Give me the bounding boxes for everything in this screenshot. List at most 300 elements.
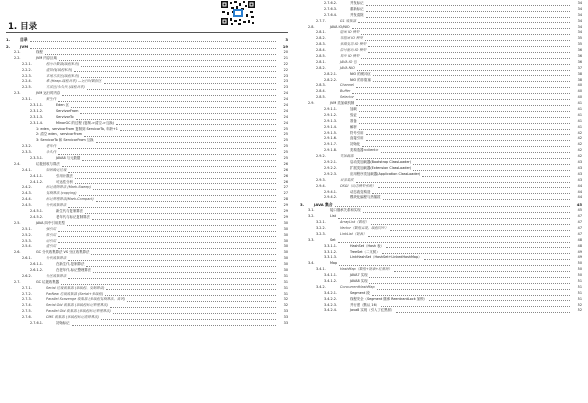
toc-entry-page: 34 (577, 30, 582, 35)
toc-entry-number: 2.9.1.2. (324, 112, 337, 117)
toc-leader-dots (96, 142, 276, 143)
toc-entry-page: 29 (283, 214, 288, 219)
toc-entry-title: 堆 (Heap-线程共享) —运行时数据区 (46, 79, 102, 84)
toc-entry-page: 38 (577, 77, 582, 82)
toc-leader-dots (366, 5, 570, 6)
toc-entry-number: 2.8.2. (316, 36, 326, 41)
toc-entry-page: 40 (577, 83, 582, 88)
toc-leader-dots (105, 295, 276, 296)
toc-entry-title: JVM 内存区域 (36, 55, 57, 60)
toc-entry-title: 重新标记 (350, 6, 364, 11)
toc-leader-dots (120, 130, 276, 131)
toc-leader-dots (352, 28, 570, 29)
toc-entry-number: 2.9.1.8. (324, 148, 337, 153)
toc-entry-number: 2.3.3. (22, 150, 32, 155)
toc-leader-dots (365, 40, 570, 41)
toc-leader-dots (110, 307, 276, 308)
toc-leader-dots (104, 83, 276, 84)
toc-entry-title: 接口继承关系和实现 (330, 208, 361, 213)
toc-leader-dots (87, 89, 276, 90)
toc-entry-title: Map (330, 261, 338, 266)
toc-entry-page: 34 (577, 18, 582, 23)
toc-entry-title: 多路复用 IO 模型 (340, 42, 367, 47)
toc-entry-title: 信号驱动 IO 模型 (340, 48, 367, 53)
toc-entry-number: 2.8.4. (316, 89, 326, 94)
toc-entry-title: ArrayList（数组） (340, 220, 369, 225)
toc-entry-number: 3.4.2.2. (324, 296, 337, 301)
toc-leader-dots (383, 199, 570, 200)
toc-entry-title: HashSet（Hash 表） (350, 243, 384, 248)
toc-entry-number: 2.2.5. (22, 85, 32, 90)
toc-entry-title: Vector（数组实现、线程同步） (340, 225, 389, 230)
toc-leader-dots (74, 71, 276, 72)
toc-leader-dots (59, 60, 276, 61)
toc-entry-number: 2.7.4. (22, 303, 32, 308)
toc-entry-page: 30 (283, 267, 288, 272)
toc-entry-number: 2.6.2. (22, 273, 32, 278)
toc-entry-page: 32 (283, 303, 288, 308)
toc-entry-number: 2.8.5. (316, 54, 326, 59)
toc-entry-number: 2.8.3. (316, 83, 326, 88)
toc-leader-dots (68, 172, 276, 173)
toc-entry-page: 36 (577, 59, 582, 64)
toc-leader-dots (68, 260, 276, 261)
toc-leader-dots (357, 70, 570, 71)
toc-leader-dots (338, 218, 570, 219)
toc-entry-title: 在老年代-标记整理算法 (56, 267, 92, 272)
toc-entry-page: 32 (283, 297, 288, 302)
toc-entry-number: 3.3.1.3. (324, 255, 337, 260)
toc-entry-number: 2.3.1.2. (30, 108, 43, 113)
toc-entry-page: 25 (283, 156, 288, 161)
toc-entry-number: 2.9.1.5. (324, 130, 337, 135)
toc-entry-page: 51 (577, 278, 582, 283)
toc-entry-page: 23 (283, 85, 288, 90)
toc-leader-dots (366, 11, 570, 12)
toc-entry-page: 30 (283, 226, 288, 231)
toc-entry-page: 34 (577, 6, 582, 11)
toc-leader-dots (386, 247, 570, 248)
toc-entry-title: 解析 (350, 124, 357, 129)
toc-entry-title: NIO 的非阻塞 (350, 77, 371, 82)
toc-leader-dots (429, 300, 570, 301)
toc-entry-number: 3.4.2.1. (324, 290, 337, 295)
toc-entry-title: JAVA 集合 (314, 202, 333, 208)
toc-leader-dots (356, 99, 570, 100)
toc-entry-title: 本地方法区(线程私有) (46, 73, 80, 78)
toc-leader-dots (356, 87, 570, 88)
toc-entry-number: 2.7. (14, 279, 21, 284)
toc-entry-title: JAVA IO 包 (340, 59, 357, 64)
toc-entry-number: 2.9.1.6. (324, 136, 337, 141)
toc-entry-title: Set (330, 237, 336, 242)
toc-entry-page: 51 (577, 296, 582, 301)
toc-leader-dots (91, 254, 276, 255)
toc-entry-page: 27 (283, 185, 288, 190)
toc-leader-dots (30, 48, 276, 49)
toc-entry-page: 49 (577, 255, 582, 260)
toc-entry-number: 2.4.3. (22, 191, 32, 196)
toc-entry-number: 2.4. (14, 161, 21, 166)
toc-entry-title: ParNew 垃圾收集器 (Serial+多线程) (46, 291, 104, 296)
toc-leader-dots (96, 201, 276, 202)
toc-entry-page: 42 (577, 148, 582, 153)
toc-leader-dots (373, 81, 570, 82)
toc-entry-title: 目录 (20, 37, 28, 42)
toc-entry-number: 2.8.2.2. (324, 77, 337, 82)
toc-leader-dots (45, 54, 276, 55)
toc-entry-page: 36 (577, 48, 582, 53)
toc-entry-page: 33 (283, 309, 288, 314)
toc-leader-dots (369, 283, 570, 284)
toc-entry-number: 2.7.6.1. (30, 320, 43, 325)
toc-entry-number: 2.6.1. (22, 256, 32, 261)
toc-entry-title: JVM 运行时内存 (36, 91, 61, 96)
toc-leader-dots (424, 259, 570, 260)
toc-entry-page: 25 (283, 132, 288, 137)
toc-entry-title: 复制算法 (copying) (46, 191, 77, 196)
toc-entry-page: 24 (283, 97, 288, 102)
toc-entry-number: 2.3.1. (22, 97, 32, 102)
toc-leader-dots (106, 289, 276, 290)
toc-entry-number: 2.4.5. (22, 203, 32, 208)
toc-entry-title: 非阻塞 IO 模型 (340, 36, 363, 41)
toc-leader-dots (352, 93, 570, 94)
toc-entry-page: 29 (283, 203, 288, 208)
toc-entry-title: Serial Old 收集器 (单线程标记整理算法) (46, 303, 108, 308)
toc-entry-page: 43 (577, 177, 582, 182)
toc-leader-dots (86, 266, 276, 267)
toc-entry-title: 异步 IO 模型 (340, 54, 360, 59)
toc-entry-number: 2.9.2.3. (324, 171, 337, 176)
toc-entry-page: 52 (577, 308, 582, 313)
toc-entry-page: 30 (283, 244, 288, 249)
toc-entry-title: 2: 清空 eden、servicorFrom (36, 132, 83, 137)
toc-entry-number: 2.8.1. (316, 59, 326, 64)
toc-entry-page: 42 (577, 130, 582, 135)
toc-leader-dots (366, 17, 570, 18)
toc-entry-title: 并行度（默认 16） (350, 302, 380, 307)
toc-entry-title: 并发标记 (350, 1, 364, 5)
toc-leader-dots (368, 52, 570, 53)
toc-entry-number: 2.4.5.1. (30, 209, 43, 214)
toc-entry-title: CMS 收集器 (多线程标记清除算法) (46, 315, 99, 320)
toc-entry-number: 3.2.2. (316, 225, 326, 230)
toc-entry-page: 3 (285, 37, 288, 42)
toc-entry-number: 2.8.3. (316, 42, 326, 47)
toc-entry-title: 分代收集算法 (46, 203, 67, 208)
toc-entry-page: 19 (282, 44, 288, 49)
toc-leader-dots (371, 224, 570, 225)
toc-entry[interactable] (6, 321, 288, 327)
toc-leader-dots (362, 146, 570, 147)
toc-entry-title: 标记清除算法 (Mark-Sweep) (46, 185, 91, 190)
toc-entry-title: 永久代 (46, 150, 57, 155)
toc-entry-title: 并发清除 (350, 12, 364, 17)
toc-entry-page: 49 (577, 249, 582, 254)
toc-entry-number: 2.4.1.2. (30, 179, 43, 184)
toc-entry-title: 启动类加载器(Bootstrap ClassLoader) (350, 160, 412, 165)
toc-entry-title: 加载 (350, 107, 357, 112)
toc-entry-number: 2.6. (14, 250, 21, 255)
toc-leader-dots (75, 178, 276, 179)
toc-entry-number: 2.8.4. (316, 48, 326, 53)
toc-entry-number: 2. (6, 44, 11, 49)
toc-entry-page: 25 (283, 138, 288, 143)
toc-leader-dots (358, 22, 570, 23)
toc-entry-title: GC 分代收集算法 VS 分区收集算法 (36, 250, 90, 255)
toc-entry-title: LinkHashSet（HashSet+LinkedHashMap） (350, 255, 422, 260)
toc-leader-dots (339, 265, 570, 266)
toc-page-right (300, 0, 582, 403)
toc-leader-dots (413, 170, 570, 171)
toc-entry-page: 24 (283, 108, 288, 113)
toc-leader-dots (58, 101, 276, 102)
toc-entry-number: 2.7.6.2. (324, 1, 337, 5)
toc-heading-text: 1. 目录 (8, 22, 38, 32)
toc-entry-title: 标记整理算法(Mark-Compact) (46, 197, 94, 202)
toc-entry-number: 3.4.2. (316, 284, 326, 289)
toc-entry-page: 31 (283, 291, 288, 296)
toc-leader-dots (356, 105, 570, 106)
toc-entry-title: Serial 垃圾收集器 (单线程、复制算法) (46, 285, 105, 290)
toc-entry-page: 26 (283, 167, 288, 172)
toc-entry-page: 42 (577, 142, 582, 147)
toc-leader-dots (76, 119, 276, 120)
toc-entry[interactable] (300, 308, 582, 314)
toc-entry-number: 2.9.2. (316, 154, 326, 159)
toc-entry-page: 29 (283, 209, 288, 214)
toc-entry-title: JAVA NIO (340, 65, 355, 70)
toc-entry-number: 3.3. (308, 237, 315, 242)
toc-entry-number: 2.7.6. (22, 315, 32, 320)
toc-entry-page: 44 (577, 195, 582, 200)
toc-entry-page: 41 (577, 124, 582, 129)
toc-entry-number: 2.9.4. (316, 183, 326, 188)
toc-entry-page: 30 (283, 220, 288, 225)
toc-entry-page: 26 (283, 179, 288, 184)
toc-leader-dots (72, 325, 276, 326)
toc-entry-page: 47 (577, 214, 582, 219)
toc-leader-dots (359, 123, 570, 124)
toc-entry-number: 2.4.1.1. (30, 173, 43, 178)
toc-entry-title: Segment 段 (350, 290, 370, 295)
toc-entry-number: 2.9.2.2. (324, 165, 337, 170)
toc-entry-number: 2.8.5. (316, 95, 326, 100)
toc-entry-page: 48 (577, 243, 582, 248)
toc-entry-title: 3: ServicorTo 和 ServicorFrom 互换 (36, 138, 94, 143)
toc-entry-title: 程序计数器(线程私有) (46, 61, 80, 66)
toc-entry-title: 强引用 (46, 226, 57, 231)
toc-entry-number: 2.8.1. (316, 30, 326, 35)
toc-entry-number: 2.4.4. (22, 197, 32, 202)
toc-leader-dots (363, 212, 570, 213)
toc-leader-dots (359, 64, 570, 65)
qr-code-icon (220, 0, 256, 26)
toc-leader-dots (368, 236, 570, 237)
toc-entry-number: 2.3.3.1. (30, 156, 43, 161)
toc-leader-dots (372, 193, 570, 194)
toc-leader-dots (390, 230, 570, 231)
toc-entry-title: JAVA IO/NIO (330, 24, 350, 29)
toc-leader-dots (356, 182, 570, 183)
toc-leader-dots (80, 113, 276, 114)
toc-entry-page: 50 (577, 261, 582, 266)
toc-leader-dots (422, 176, 570, 177)
toc-entry-number: 2.6.1.1. (30, 262, 43, 267)
toc-leader-dots (372, 295, 570, 296)
toc-leader-dots (71, 107, 276, 108)
toc-leader-dots (359, 129, 570, 130)
toc-entry-page: 34 (577, 12, 582, 17)
toc-entry[interactable] (6, 43, 288, 50)
toc-entry-number: 2.7.6.4. (324, 12, 337, 17)
toc-entry-number: 1. (6, 37, 11, 42)
toc-leader-dots (377, 289, 570, 290)
toc-leader-dots (381, 152, 570, 153)
toc-entry-title: NIO 的缓冲区 (350, 71, 371, 76)
toc-entry-number: 2.5.3. (22, 238, 32, 243)
toc-entry-title: 阻塞 IO 模型 (340, 30, 360, 35)
toc-entry-title: 分区收集算法 (46, 273, 67, 278)
toc-entry-title: Java8 实现（引入了红黑树） (350, 308, 395, 313)
toc-entry-page: 42 (577, 136, 582, 141)
toc-entry-number: 2.9.1.7. (324, 142, 337, 147)
toc-entry-number: 2.5.4. (22, 244, 32, 249)
toc-entry-number: 2.9.1.1. (324, 107, 337, 112)
toc-entry-page: 24 (283, 91, 288, 96)
toc-leader-dots (368, 46, 570, 47)
toc-entry-page: 43 (577, 171, 582, 176)
toc-entry-title: Parallel Old 收集器 (多线程标记整理算法) (46, 309, 111, 314)
toc-entry-page: 30 (283, 250, 288, 255)
toc-entry-title: OSGI（动态模型系统） (340, 183, 376, 188)
toc-entry-page: 20 (283, 50, 288, 54)
toc-entry-page: 47 (577, 220, 582, 225)
toc-entry-title: 方法区/永久代 (线程共享) (46, 85, 85, 90)
toc-page-left (6, 0, 288, 403)
toc-entry-page: 30 (283, 256, 288, 261)
toc-entry-page: 24 (283, 103, 288, 108)
toc-entry-title: 直接引用 (350, 136, 364, 141)
toc-entry-title: 分代收集算法 (46, 256, 67, 261)
toc-leader-dots (93, 272, 276, 273)
toc-entry-title: 应用程序类加载器(Application ClassLoader) (350, 171, 421, 176)
toc-leader-dots (396, 312, 570, 313)
toc-leader-dots (113, 313, 276, 314)
toc-leader-dots (361, 34, 570, 35)
toc-entry-title: G1 收集器 (340, 18, 357, 23)
toc-entry-page: 47 (577, 231, 582, 236)
toc-entry-page: 45 (577, 208, 582, 213)
toc-entry-number: 3.4.2.3. (324, 302, 337, 307)
toc-list-left (6, 36, 288, 327)
toc-entry-page: 50 (577, 267, 582, 272)
toc-entry-title: 双亲委派 (340, 177, 354, 182)
toc-entry-page: 33 (283, 320, 288, 325)
toc-entry-number: 3.3.1.2. (324, 249, 337, 254)
toc-heading (8, 20, 37, 32)
toc-entry-title: Buffer (340, 89, 351, 94)
toc-entry-number: 3.2.3. (316, 231, 326, 236)
toc-leader-dots (338, 242, 570, 243)
toc-entry-title: TreeSet（二叉树） (350, 249, 380, 254)
toc-entry-number: 2.7.1. (22, 285, 32, 290)
toc-entry-page: 31 (283, 273, 288, 278)
toc-leader-dots (366, 134, 570, 135)
toc-entry-number: 2.3. (14, 91, 21, 96)
toc-leader-dots (30, 41, 276, 42)
toc-entry-page: 33 (283, 315, 288, 320)
toc-entry-number: 3.4.1.1. (324, 273, 337, 278)
toc-entry-title: ServivorTo (56, 114, 74, 119)
heading-rule (6, 32, 288, 33)
toc-leader-dots (93, 189, 276, 190)
toc-leader-dots (359, 117, 570, 118)
toc-entry-number: 2.6.1.2. (30, 267, 43, 272)
toc-entry-page: 45 (576, 202, 582, 208)
toc-entry-page: 22 (283, 61, 288, 66)
toc-entry-title: 软引用 (46, 232, 57, 237)
toc-entry-page: 38 (577, 71, 582, 76)
toc-leader-dots (394, 271, 570, 272)
toc-entry-number: 2.3.2. (22, 144, 32, 149)
toc-entry-title: JAVA7 实现 (350, 273, 368, 278)
toc-entry[interactable] (6, 36, 288, 43)
toc-entry-page: 28 (283, 197, 288, 202)
toc-leader-dots (335, 206, 570, 207)
toc-entry-number: 2.9. (308, 101, 315, 106)
toc-entry-number: 2.2.1. (22, 61, 32, 66)
toc-entry-page: 24 (283, 120, 288, 125)
toc-entry-number: 2.8.2.1. (324, 71, 337, 76)
toc-entry-title: 新生代 (46, 97, 57, 102)
toc-entry-number: 2.2. (14, 55, 21, 60)
toc-leader-dots (127, 301, 276, 302)
toc-leader-dots (82, 160, 276, 161)
toc-entry-page: 34 (577, 1, 582, 5)
toc-entry-number: 3.3.1.1. (324, 243, 337, 248)
toc-leader-dots (68, 207, 276, 208)
toc-leader-dots (361, 58, 570, 59)
toc-entry-page: 24 (283, 114, 288, 119)
toc-entry-number: 3.1. (308, 208, 315, 213)
toc-entry-page: 26 (283, 173, 288, 178)
toc-entry-number: 3.2. (308, 214, 315, 219)
toc-leader-dots (58, 236, 276, 237)
toc-entry-page: 21 (283, 55, 288, 60)
toc-entry-page: 41 (577, 118, 582, 123)
toc-entry-number: 2.7.3. (22, 297, 32, 302)
toc-entry-page: 50 (577, 273, 582, 278)
toc-leader-dots (68, 278, 276, 279)
toc-entry-title: 弱引用 (46, 238, 57, 243)
toc-leader-dots (81, 77, 276, 78)
toc-leader-dots (58, 148, 276, 149)
toc-entry-page: 40 (577, 89, 582, 94)
toc-entry-title: 准备 (350, 118, 357, 123)
toc-entry-title: List (330, 214, 336, 219)
toc-entry-number: 2.5.2. (22, 232, 32, 237)
toc-leader-dots (413, 164, 570, 165)
toc-entry-page: 34 (577, 24, 582, 29)
toc-entry-page: 51 (577, 284, 582, 289)
toc-entry-number: 3.4. (308, 261, 315, 266)
toc-leader-dots (61, 284, 276, 285)
toc-entry-number: 3.2.1. (316, 220, 326, 225)
toc-entry-number: 2.4.1. (22, 167, 32, 172)
toc-entry-number: 2.1. (14, 50, 21, 54)
